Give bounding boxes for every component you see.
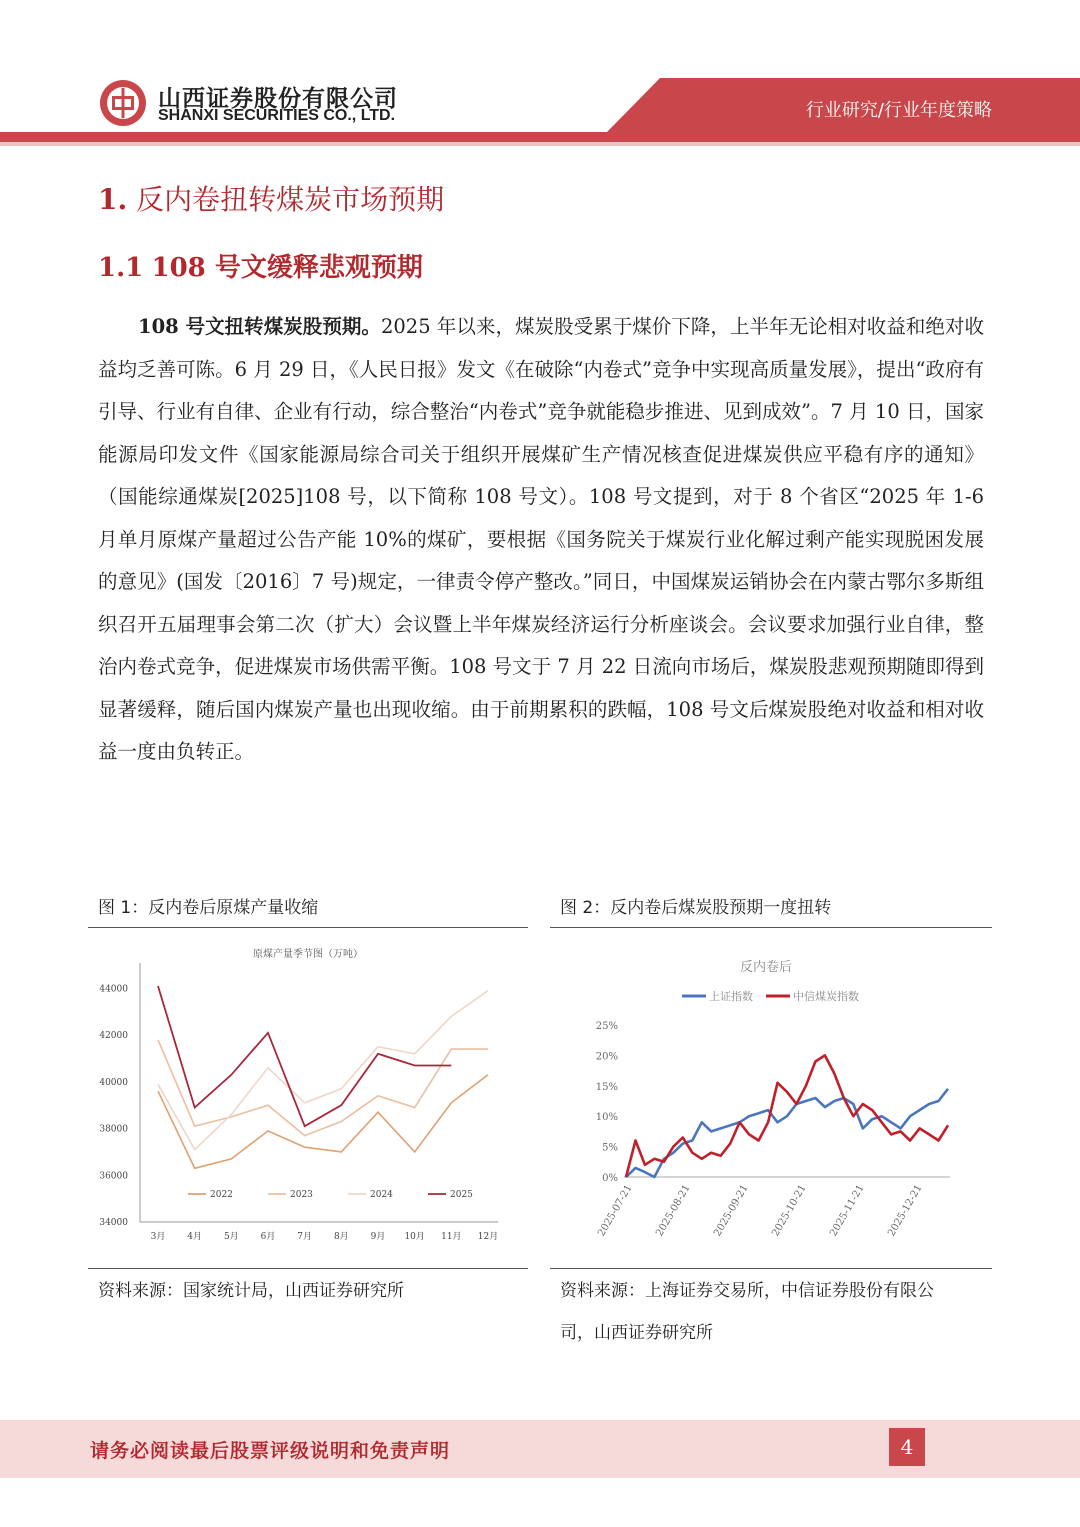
subsection-title-text: 108 号文缓释悲观预期 (151, 253, 423, 283)
chart2-y-tick: 10% (595, 1112, 618, 1124)
figure2-bottom-rule (550, 1268, 992, 1269)
header-band-light (0, 142, 1080, 146)
figure2-chart (550, 935, 992, 1255)
chart1-legend-label-2022: 2022 (210, 1190, 233, 1200)
paragraph-text: 2025 年以来，煤炭股受累于煤价下降，上半年无论相对收益和绝对收益均乏善可陈。6 月 29 日，《人民日报》发文《在破除“内卷式”竞争中实现高质量发展》，提出“政府有引导、行业有自律、企业有行动，综合整治“内卷式”竞争就能稳步推进、见到成效”。7 月 10 日，国家能源局印发文件《国家能源局综合司关于组织开展煤矿生产情况核查促进煤炭供应平稳有序的通知》（国能综通煤炭[2025]108 号，以下简称 108 号文）。108 号文提到，对于 8 个省区“2025 年 1-6 月单月原煤产量超过公告产能 10%的煤矿，要根据《国务院关于煤炭行业化解过剩产能实现脱困发展的意见》(国发〔2016〕7 号)规定，一律责令停产整改。”同日，中国煤炭运销协会在内蒙古鄂尔多斯组织召开五届理事会第二次（扩大）会议暨上半年煤炭经济运行分析座谈会。会议要求加强行业自律，整治内卷式竞争，促进煤炭市场供需平衡。108 号文于 7 月 22 日流向市场后，煤炭股悲观预期随即得到显著缓释，随后国内煤炭产量也出现收缩。由于前期累积的跌幅，108 号文后煤炭股绝对收益和相对收益一度由负转正。 (98, 315, 984, 763)
page-number: 4 (889, 1428, 925, 1466)
chart2-legend-label-1: 中信煤炭指数 (793, 990, 859, 1003)
figure1-top-rule (88, 927, 528, 928)
chart1-x-tick: 11月 (441, 1232, 462, 1242)
body-paragraph (98, 306, 984, 774)
chart1-title: 原煤产量季节图（万吨） (253, 949, 363, 960)
disclaimer-link[interactable]: 请务必阅读最后股票评级说明和免责声明 (90, 1440, 451, 1462)
chart1-x-tick: 12月 (477, 1232, 499, 1242)
chart2-x-tick: 2025-10-21 (770, 1183, 809, 1239)
chart2-y-tick: 20% (595, 1051, 618, 1063)
chart1-x-tick: 6月 (260, 1232, 276, 1242)
chart2-x-tick: 2025-11-21 (828, 1183, 867, 1239)
subsection-number: 1.1 (98, 253, 144, 283)
chart2-y-tick: 15% (595, 1081, 618, 1093)
paragraph-lead: 108 号文扭转煤炭股预期。 (138, 315, 381, 338)
header-band (0, 132, 1080, 142)
company-name-en: SHANXI SECURITIES CO., LTD. (158, 107, 396, 124)
report-type: 行业研究/行业年度策略 (805, 100, 992, 121)
chart1-y-tick: 36000 (99, 1171, 128, 1182)
chart1-x-tick: 5月 (223, 1232, 239, 1242)
section-title-text: 反内卷扭转煤炭市场预期 (136, 183, 445, 216)
chart1-x-tick: 4月 (187, 1232, 203, 1242)
chart2-y-tick: 0% (602, 1173, 618, 1184)
chart1-x-tick: 8月 (333, 1232, 349, 1242)
section-number: 1. (98, 183, 128, 216)
chart1-y-tick: 40000 (99, 1077, 128, 1088)
figure1-source: 资料来源：国家统计局，山西证券研究所 (98, 1281, 404, 1301)
figure2-source-line1: 资料来源：上海证券交易所，中信证券股份有限公 (560, 1281, 934, 1301)
chart1-x-tick: 3月 (150, 1232, 166, 1242)
chart1-x-tick: 9月 (370, 1232, 386, 1242)
company-logo-icon (98, 78, 148, 128)
chart2-x-tick: 2025-07-21 (596, 1183, 635, 1239)
chart1-legend-label-2025: 2025 (450, 1190, 473, 1200)
section-title (98, 178, 444, 218)
chart1-series-line-2022 (158, 1075, 488, 1169)
chart1-legend-label-2024: 2024 (370, 1190, 393, 1200)
subsection-title (98, 247, 423, 284)
chart2-title: 反内卷后 (739, 960, 793, 975)
chart2-legend-label-0: 上证指数 (709, 990, 753, 1003)
chart1-legend-label-2023: 2023 (290, 1190, 313, 1200)
page-header (0, 0, 1080, 150)
chart1-y-tick: 38000 (99, 1124, 128, 1135)
figure1-bottom-rule (88, 1268, 528, 1269)
figure1-chart (88, 935, 528, 1255)
chart1-y-tick: 44000 (99, 984, 128, 995)
figure2-caption: 图 2：反内卷后煤炭股预期一度扭转 (560, 898, 832, 918)
chart2-x-tick: 2025-08-21 (654, 1183, 693, 1239)
chart1-x-tick: 7月 (297, 1232, 313, 1242)
chart2-y-tick: 25% (595, 1021, 618, 1032)
chart1-y-tick: 34000 (99, 1218, 128, 1228)
chart2-x-tick: 2025-09-21 (712, 1183, 751, 1239)
chart2-x-tick: 2025-12-21 (886, 1183, 925, 1239)
chart1-y-tick: 42000 (99, 1031, 128, 1042)
chart1-x-tick: 10月 (404, 1232, 425, 1242)
chart2-y-tick: 5% (602, 1142, 618, 1154)
figure2-source-line2: 司，山西证券研究所 (560, 1323, 713, 1343)
company-name-cn: 山西证券股份有限公司 (158, 86, 398, 112)
figure2-top-rule (550, 927, 992, 928)
figure1-caption: 图 1：反内卷后原煤产量收缩 (98, 898, 319, 918)
